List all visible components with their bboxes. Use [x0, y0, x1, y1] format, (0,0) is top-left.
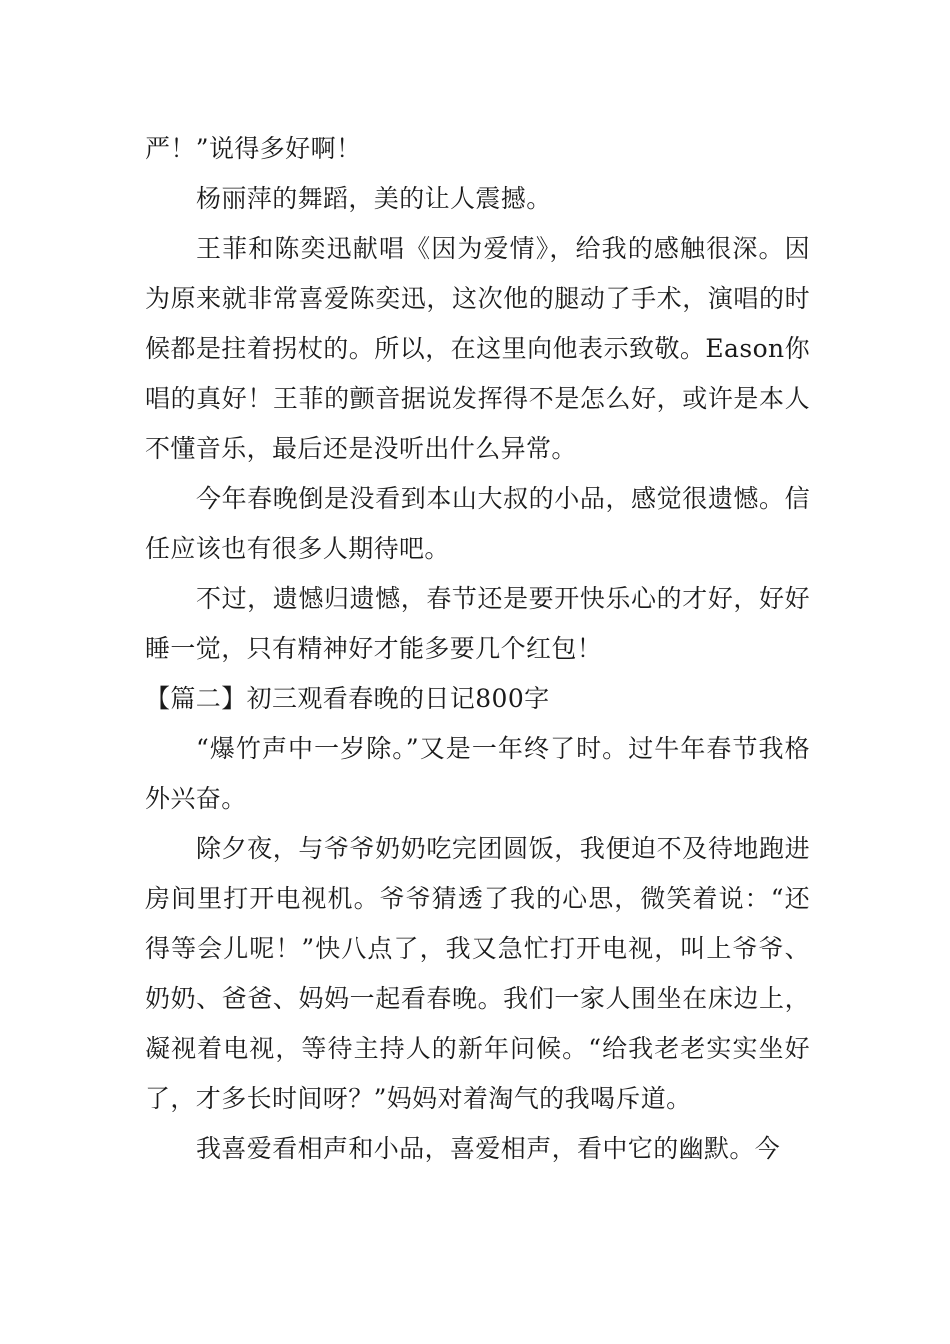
paragraph-comedy: 今年春晚倒是没看到本山大叔的小品，感觉很遗憾。信任应该也有很多人期待吧。: [145, 484, 810, 563]
section-paragraph-eve: 除夕夜，与爷爷奶奶吃完团圆饭，我便迫不及待地跑进房间里打开电视机。爷爷猜透了我的心思，微笑着说：“还得等会儿呢！”快八点了，我又急忙打开电视，叫上爷爷、奶奶、爸爸、妈妈一起看春晚。我们一家人围坐在床边上，凝视着电视，等待主持人的新年问候。“给我老老实实坐好了，才多长时间呀？”妈妈对着淘气的我喝斥道。: [145, 834, 810, 1113]
paragraph-closing: 不过，遗憾归遗憾，春节还是要开快乐心的才好，好好睡一觉，只有精神好才能多要几个红包！: [145, 584, 810, 663]
document-body: [145, 124, 810, 1174]
paragraph-song: 王菲和陈奕迅献唱《因为爱情》，给我的感触很深。因为原来就非常喜爱陈奕迅，这次他的腿动了手术，演唱的时候都是拄着拐杖的。所以，在这里向他表示致敬。Eason你唱的真好！王菲的颤音据说发挥得不是怎么好，或许是本人不懂音乐，最后还是没听出什么异常。: [145, 234, 810, 463]
paragraph-dance: 杨丽萍的舞蹈，美的让人震撼。: [196, 184, 552, 213]
paragraph-continuation: 严！”说得多好啊！: [145, 134, 362, 163]
section-paragraph-crosstalk: 我喜爱看相声和小品，喜爱相声，看中它的幽默。今: [196, 1134, 781, 1163]
section-paragraph-intro: “爆竹声中一岁除。”又是一年终了时。过牛年春节我格外兴奋。: [145, 734, 810, 813]
section-heading: 【篇二】初三观看春晚的日记800字: [145, 684, 550, 713]
